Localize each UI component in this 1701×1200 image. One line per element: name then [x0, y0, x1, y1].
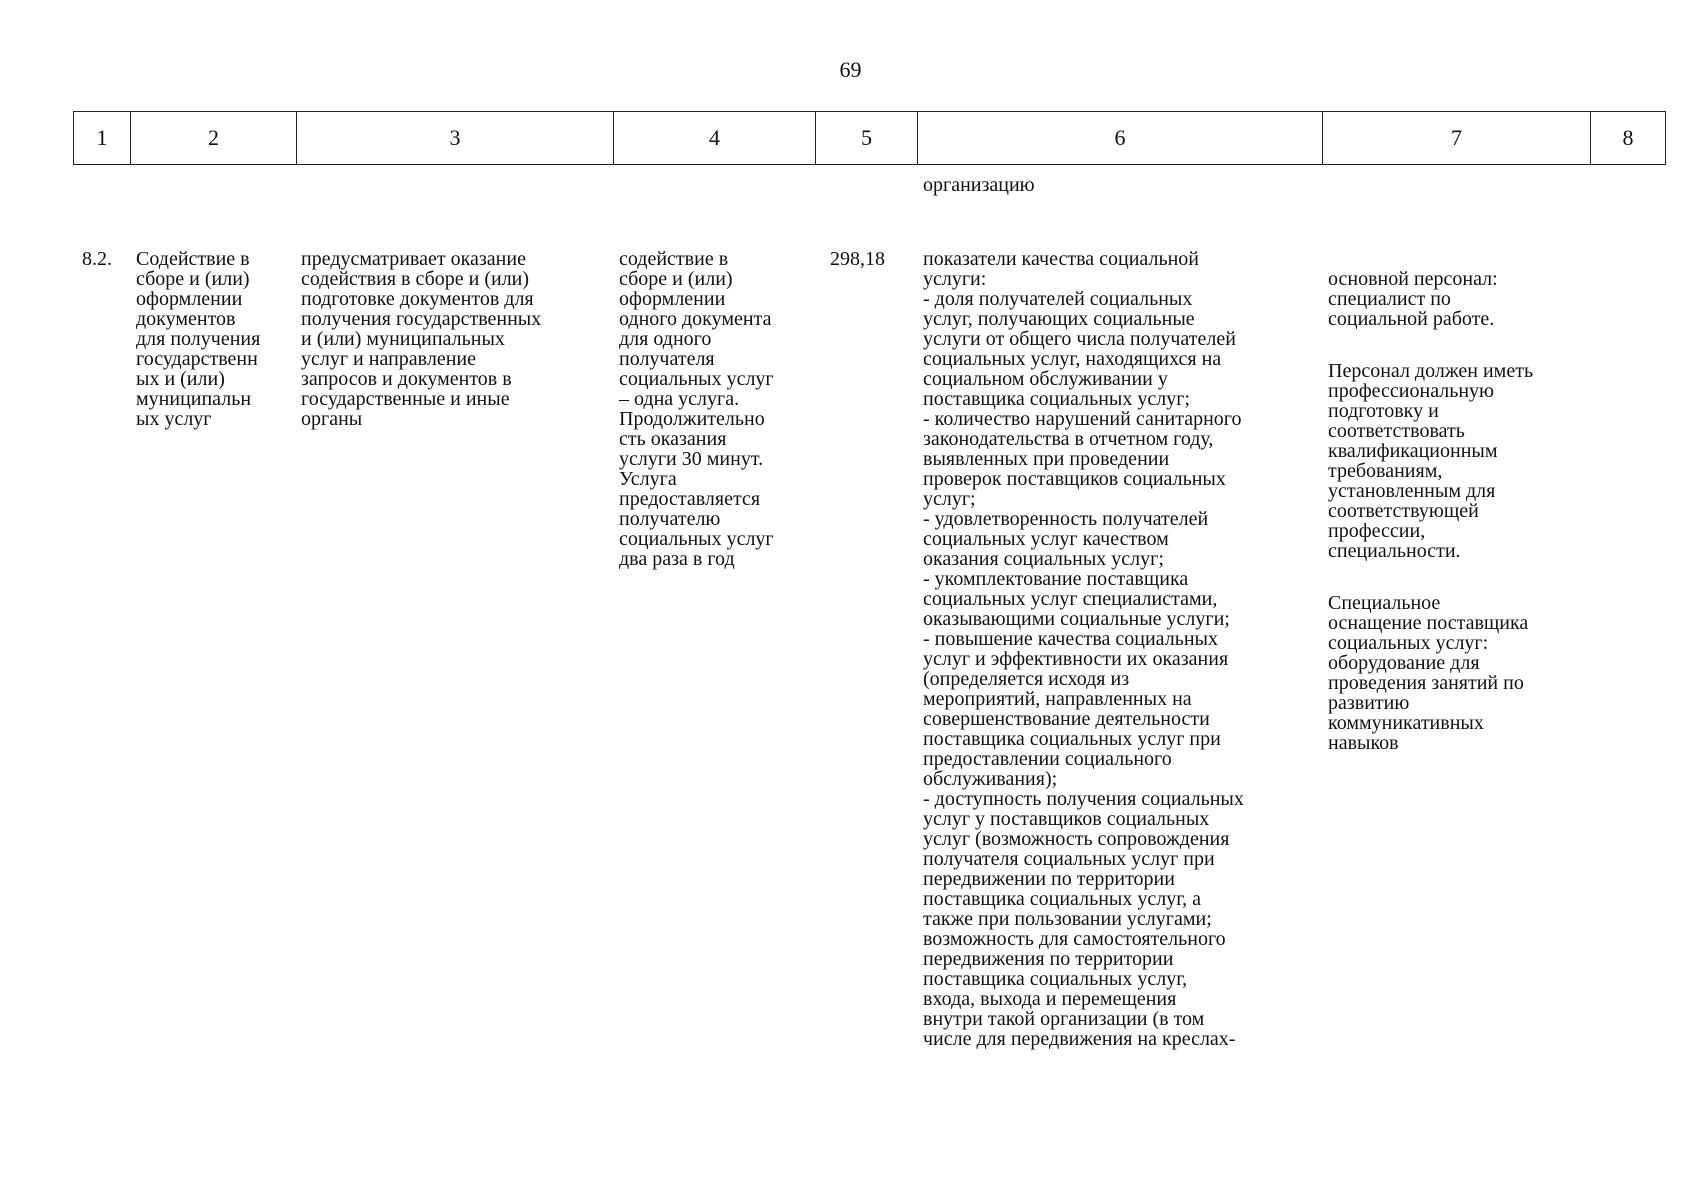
header-col-5: 5: [816, 112, 918, 165]
service-name: Содействие в сборе и (или) оформлении документов для получения государственн ых и (или) муниципальн ых услуг: [136, 248, 261, 430]
conditions-staff: основной персонал: специалист по социальной работе.: [1328, 268, 1498, 330]
service-description: предусматривает оказание содействия в сборе и (или) подготовке документов для получения государственных и (или) муниципальных услуг и направление запросов и документов в государственные и иные органы: [301, 248, 542, 430]
service-volume: содействие в сборе и (или) оформлении одного документа для одного получателя социальных услуг – одна услуга. Продолжительно сть оказания услуги 30 минут. Услуга предоставляется получателю социальных услуг два раза в год: [619, 248, 774, 570]
column-number-header: [73, 111, 1666, 165]
header-col-8: 8: [1591, 112, 1666, 165]
carryover-text-col6: организацию: [923, 174, 1035, 196]
row-number: 8.2.: [82, 248, 112, 270]
quality-indicators: показатели качества социальной услуги: - доля получателей социальных услуг, получающих социальные услуги от общего числа получателей социальных услуг, находящихся на социальном обслуживании у поставщика социальных услуг; - количество нарушений санитарного законодательства в отчетном году, выявленных при проведении проверок поставщиков социальных услуг; - удовлетворенность получателей социальных услуг качеством оказания социальных услуг; - укомплектование поставщика социальных услуг специалистами, оказывающими социальные услуги; - повышение качества социальных услуг и эффективности их оказания (определяется исходя из мероприятий, направленных на совершенствование деятельности поставщика социальных услуг при предоставлении социального обслуживания); - доступность получения социальных услуг у поставщиков социальных услуг (возможность сопровождения получателя социальных услуг при передвижении по территории поставщика социальных услуг, а также при пользовании услугами; возможность для самостоятельного передвижения по территории поставщика социальных услуг, входа, выхода и перемещения внутри такой организации (в том числе для передвижения на креслах-: [923, 248, 1244, 1050]
header-col-2: 2: [131, 112, 297, 165]
conditions-equipment: Специальное оснащение поставщика социальных услуг: оборудование для проведения занятий по развитию коммуникативных навыков: [1328, 592, 1529, 754]
header-col-6: 6: [918, 112, 1323, 165]
service-price: 298,18: [830, 248, 885, 270]
header-col-1: 1: [74, 112, 131, 165]
page-number: 69: [839, 57, 862, 82]
conditions-qualification: Персонал должен иметь профессиональную подготовку и соответствовать квалификационным требованиям, установленным для соответствующей профессии, специальности.: [1328, 360, 1534, 562]
service-conditions: [1328, 249, 1593, 785]
header-col-4: 4: [614, 112, 816, 165]
header-col-7: 7: [1323, 112, 1591, 165]
header-col-3: 3: [297, 112, 614, 165]
